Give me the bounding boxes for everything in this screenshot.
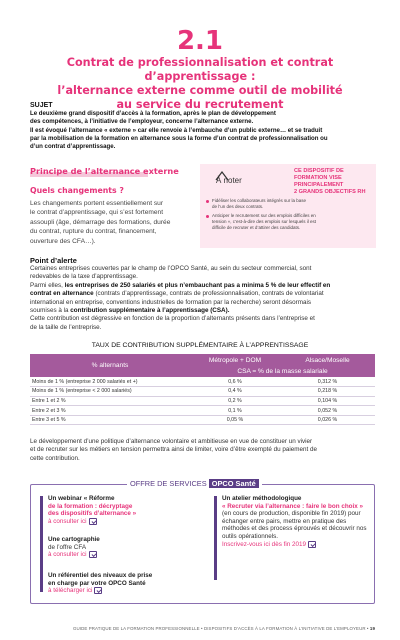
row-metro-value: 0,2 %	[190, 396, 280, 406]
cartography-link[interactable]: à consulter ici	[48, 551, 87, 559]
changes-text	[30, 199, 190, 246]
webinar-title-line: de la formation : décryptage	[48, 502, 133, 510]
row-metro-value: 0,05 %	[190, 415, 280, 425]
table-row	[30, 406, 375, 416]
sujet-line: Le deuxième grand dispositif d’accès à la formation, après le plan de développement	[30, 110, 276, 117]
note-item-line: de l’un des deux contrats.	[212, 204, 264, 209]
sujet-line: par la mobilisation de la formation en alternance sous la forme d’un contrat de professionnalisation ou	[30, 134, 328, 142]
note-list-item	[206, 213, 374, 231]
row-label: Entre 2 et 3 %	[30, 406, 190, 416]
sujet-text	[30, 110, 375, 151]
row-alsace-value: 0,052 %	[280, 406, 375, 416]
note-list	[206, 198, 374, 234]
note-list-item	[206, 198, 374, 210]
column-header-alternants: % alternants	[30, 354, 190, 377]
alert-line: Certaines entreprises couvertes par le champ de l’OPCO Santé, au sein du secteur commercial, sont	[30, 265, 312, 272]
atelier-item	[222, 495, 372, 548]
sujet-line: Il est évoqué l’alternance « externe » car elle renvoie à l’embauche d’un public externe… et se traduit	[30, 126, 323, 134]
row-label: Entre 3 et 5 %	[30, 415, 190, 425]
offer-left-accent-bar	[40, 496, 43, 592]
external-link-icon[interactable]	[89, 518, 97, 525]
alert-text-part: soumises à la	[30, 307, 71, 315]
alert-line: de la taille de l’entreprise.	[30, 323, 102, 331]
page-number: 19	[369, 626, 375, 631]
note-title-line: CE DISPOSITIF DE	[294, 168, 344, 174]
contribution-rate-table	[30, 354, 375, 425]
changes-line: du contrat, rupture du contrat, financement,	[30, 228, 157, 236]
note-title-line: FORMATION VISE	[294, 175, 342, 181]
row-label: Moins de 1 % (entreprise < 2 000 salariés)	[30, 387, 190, 397]
offer-header-brand: OPCO Santé	[209, 479, 259, 488]
changes-line: assoupli (âge, démarrage des formations, durée	[30, 218, 171, 226]
cartography-link-row	[48, 551, 208, 559]
sujet-label: SUJET	[30, 102, 53, 109]
cartography-head: Une cartographie	[48, 536, 100, 543]
atelier-line: méthodes et des process éprouvés et découvrir nos	[222, 525, 367, 533]
referentiel-item	[48, 572, 218, 595]
external-link-icon[interactable]	[89, 551, 97, 558]
webinar-link[interactable]: à consulter ici	[48, 517, 87, 525]
note-title-line: PRINCIPALEMENT	[294, 182, 344, 188]
note-label: À noter	[216, 176, 242, 185]
table-row	[30, 396, 375, 406]
development-line: Le développement d’une politique d’alternance volontaire et ambitieuse en vue de constituer un vivier	[30, 438, 313, 445]
page-title	[18, 56, 382, 112]
row-alsace-value: 0,312 %	[280, 377, 375, 387]
note-title-line: 2 GRANDS OBJECTIFS RH	[294, 189, 366, 195]
row-alsace-value: 0,026 %	[280, 415, 375, 425]
column-header-metro: Métropole + DOM	[190, 354, 280, 366]
atelier-head: Un atelier méthodologique	[222, 495, 302, 502]
atelier-line: outils opérationnels.	[222, 532, 279, 540]
footer-text: GUIDE PRATIQUE DE LA FORMATION PROFESSIONNELLE • DISPOSITIFS D’ACCÈS À LA FORMATION À L’INITIATIVE DE L’EMPLOYEUR •	[73, 626, 369, 631]
note-item-line: Anticiper le recrutement sur des emplois difficiles en	[212, 213, 316, 218]
note-title	[294, 168, 374, 196]
alert-bold-part: les entreprises de 250 salariés et plus n’embauchant pas a minima 5 % de leur effectif en	[64, 281, 331, 289]
alert-line: international en entreprise, conventions industrielles de formation par la recherche) seront désormais	[30, 298, 312, 306]
row-metro-value: 0,1 %	[190, 406, 280, 416]
note-item-line: difficile de recruter et d’attirer des candidats.	[212, 225, 301, 230]
referentiel-head-line: en charge par votre OPCO Santé	[48, 579, 146, 587]
webinar-title-line: des dispositifs d’alternance »	[48, 510, 137, 518]
alert-text-part: Parmi elles,	[30, 281, 65, 289]
cartography-item	[48, 536, 208, 559]
row-alsace-value: 0,104 %	[280, 396, 375, 406]
development-line: cette contribution.	[30, 454, 80, 462]
table-title: TAUX DE CONTRIBUTION SUPPLÉMENTAIRE À L’APPRENTISSAGE	[91, 342, 309, 349]
webinar-head: Un webinar « Réforme	[48, 495, 115, 502]
alert-line: Cette contribution est dégressive en fonction de la proportion d’alternants présents dans l’entreprise et	[30, 315, 315, 323]
referentiel-head-line: Un référentiel des niveaux de prise	[48, 572, 153, 579]
webinar-link-row	[48, 518, 208, 526]
page-footer	[30, 626, 375, 631]
atelier-signup-link[interactable]: Inscrivez-vous ici dès fin 2019	[222, 540, 306, 548]
alert-line	[30, 282, 375, 290]
note-item-line: tension », c’est-à-dire des emplois sur lesquels il est	[212, 219, 317, 224]
changes-line: ouverture des CFA…).	[30, 237, 96, 245]
section-number-text: 2.1	[176, 26, 224, 56]
row-label: Entre 1 et 2 %	[30, 396, 190, 406]
atelier-link-row	[222, 541, 372, 549]
table-row	[30, 415, 375, 425]
development-line: et de recruter sur les métiers en tension permettra ainsi de limiter, voire d’être exempté du paiement de	[30, 446, 317, 454]
title-line: l’alternance externe comme outil de mobilité	[57, 84, 343, 97]
table-row	[30, 387, 375, 397]
alert-line: redevables de la taxe d’apprentissage.	[30, 273, 138, 281]
row-label: Moins de 1 % (entreprise 2 000 salariés et +)	[30, 377, 190, 387]
offer-right-accent-bar	[214, 496, 217, 580]
changes-line: Les changements portent essentiellement sur	[30, 200, 164, 207]
title-line: au service du recrutement	[116, 98, 284, 111]
external-link-icon[interactable]	[308, 541, 316, 548]
referentiel-link-row	[48, 587, 218, 595]
title-line: Contrat de professionnalisation et contrat d’apprentissage :	[66, 56, 334, 83]
alert-text-part: (contrats d’apprentissage, contrats de professionnalisation, contrats de volontariat	[93, 290, 324, 298]
changes-question: Quels changements ?	[30, 186, 124, 195]
sujet-line: des compétences, à l’initiative de l’employeur, concerne l’alternance externe.	[30, 118, 254, 126]
row-alsace-value: 0,218 %	[280, 387, 375, 397]
download-icon[interactable]	[94, 587, 102, 594]
alert-title: Point d’alerte	[30, 256, 77, 265]
principe-title: Principe de l’alternance externe	[30, 166, 179, 176]
row-metro-value: 0,6 %	[190, 377, 280, 387]
alert-text	[30, 265, 375, 332]
column-header-csa: CSA = % de la masse salariale	[190, 366, 375, 377]
offer-header-prefix: OFFRE DE SERVICES	[130, 479, 207, 488]
alert-line	[30, 290, 375, 298]
offer-services-header	[127, 477, 262, 491]
alert-bold-part: contribution supplémentaire à l’apprentissage (CSA).	[70, 307, 230, 315]
note-box	[200, 164, 376, 248]
alert-line	[30, 307, 375, 315]
changes-line: le contrat d’apprentissage, qui s’est fortement	[30, 209, 164, 217]
note-item-line: Fidéliser les collaborateurs intégrés sur la base	[212, 198, 307, 203]
webinar-item	[48, 495, 208, 526]
column-header-alsace: Alsace/Moselle	[280, 354, 375, 366]
atelier-line: échanger entre pairs, mettre en pratique des	[222, 517, 347, 525]
atelier-line: (en cours de production, disponible fin 2019) pour	[222, 510, 361, 518]
sujet-line: d’un contrat d’apprentissage.	[30, 143, 116, 151]
cartography-line: de l’offre CFA	[48, 543, 87, 551]
row-metro-value: 0,4 %	[190, 387, 280, 397]
alert-bold-part: contrat en alternance	[30, 290, 94, 298]
section-number	[0, 26, 400, 56]
table-row	[30, 377, 375, 387]
development-text	[30, 438, 375, 463]
atelier-title: « Recruter via l’alternance : faire le bon choix »	[222, 502, 364, 510]
referentiel-download-link[interactable]: à télécharger ici	[48, 587, 93, 595]
